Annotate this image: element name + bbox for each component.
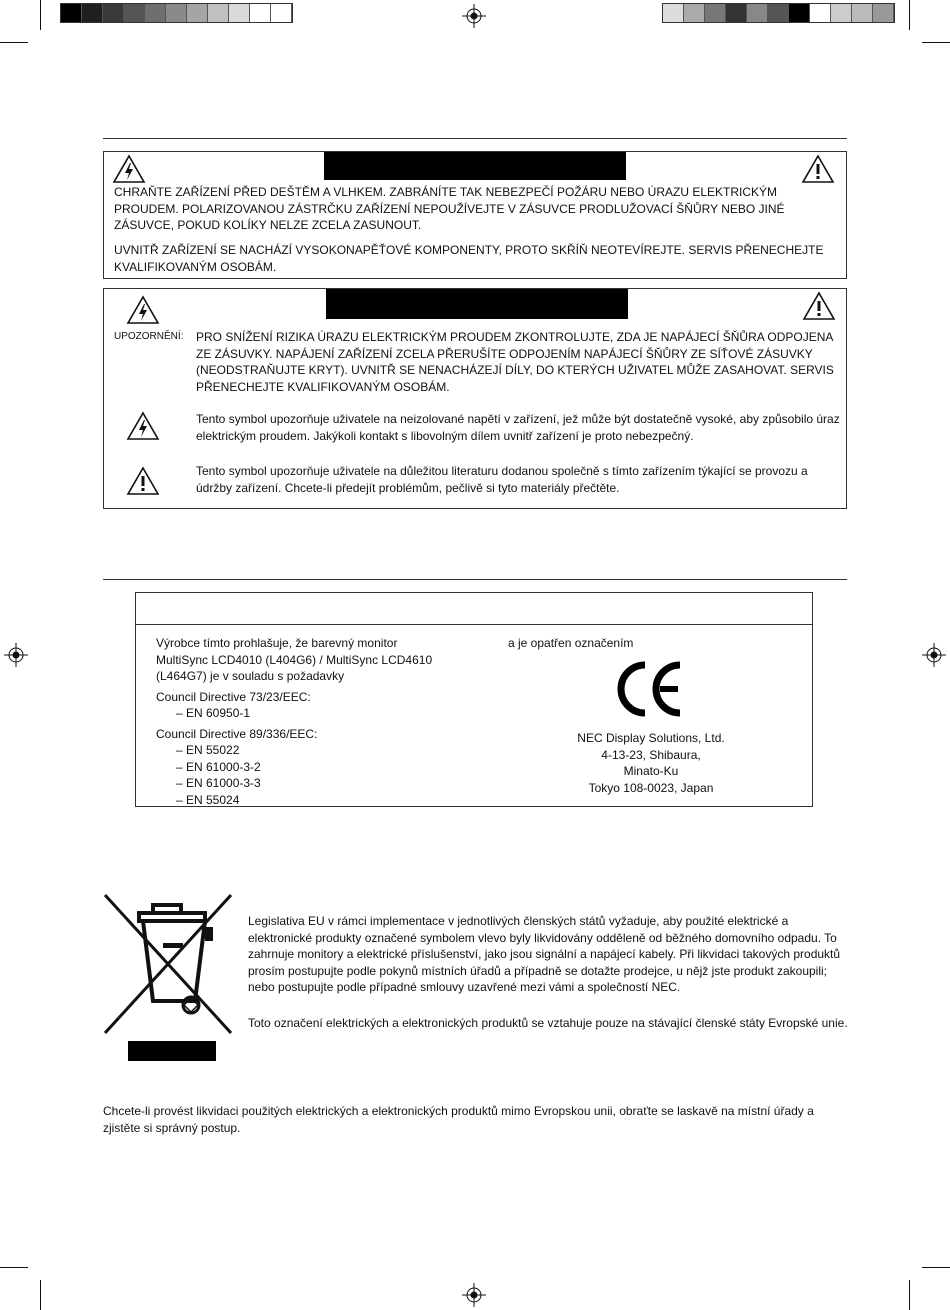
address-line: 4-13-23, Shibaura,	[601, 747, 701, 762]
lightning-warning-icon	[126, 295, 160, 325]
directive-2-item: – EN 61000-3-3	[176, 776, 261, 790]
ce-mark-icon	[614, 659, 686, 719]
caution-title-bar	[326, 289, 628, 319]
crossed-out-wheelie-bin-icon	[103, 893, 233, 1063]
crop-mark	[922, 42, 950, 43]
declaration-right-intro: a je opatřen označením	[508, 636, 634, 650]
crop-mark	[909, 1280, 910, 1310]
crop-mark	[922, 1267, 950, 1268]
lightning-symbol-text: Tento symbol upozorňuje uživatele na neizolované napětí v zařízení, jež může být dostatečně vysoké, aby způsobilo úraz elektrickým proudem. Jakýkoli kontakt s libovolným dílem uvnitř zařízení je proto nebezpečný.	[196, 412, 840, 443]
color-swatch-strip-right	[662, 3, 895, 23]
weee-paragraph-1: Legislativa EU v rámci implementace v jednotlivých členských států vyžaduje, aby použité elektrické a elektronické produkty označené symbolem vlevo byly likvidovány odděleně od běžného domovního odpadu. To zahrnuje monitory a elektrické příslušenství, jako jsou signální a napájecí kabely. Při likvidaci takových produktů prosím postupujte podle pokynů místních úřadů a případně se dotažte prodejce, u nějž jste produkt zakoupili; nebo postupujte podle případné smlouvy uzavřené mezi vámi a společností NEC.	[248, 914, 841, 994]
color-swatch	[873, 4, 894, 22]
exclamation-symbol-text: Tento symbol upozorňuje uživatele na důležitou literaturu dodanou společně s tímto zařízením týkající se provozu a údržby zařízení. Chcete-li předejít problémům, pečlivě si tyto materiály přečtěte.	[196, 464, 808, 495]
color-swatch	[726, 4, 747, 22]
registration-mark-left	[4, 643, 28, 667]
declaration-intro-line: (L464G7) je v souladu s požadavky	[156, 669, 345, 683]
color-swatch	[831, 4, 852, 22]
declaration-intro-line: Výrobce tímto prohlašuje, že barevný monitor	[156, 636, 398, 650]
lightning-symbol-icon	[126, 411, 160, 441]
exclamation-warning-icon	[801, 154, 835, 184]
lightning-warning-icon	[112, 154, 146, 184]
color-swatch	[229, 4, 250, 22]
crop-mark	[40, 1280, 41, 1310]
section-rule	[103, 579, 847, 580]
color-swatch	[82, 4, 103, 22]
color-swatch	[61, 4, 82, 22]
weee-paragraph-2: Toto označení elektrických a elektronických produktů se vztahuje pouze na stávající členské státy Evropské unie.	[248, 1016, 848, 1030]
caution-main-text: PRO SNÍŽENÍ RIZIKA ÚRAZU ELEKTRICKÝM PROUDEM ZKONTROLUJTE, ZDA JE NAPÁJECÍ ŠŇŮRA ODPOJENA ZE ZÁSUVKY. NAPÁJENÍ ZAŘÍZENÍ ZCELA PŘERUŠÍTE ODPOJENÍM NAPÁJECÍ ŠŇŮRY ZE SÍŤOVÉ ZÁSUVKY (NEODSTRAŇUJTE KRYT). UVNITŘ SE NENACHÁZEJÍ DÍLY, DO KTERÝCH UŽIVATEL MŮŽE ZASAHOVAT. SERVIS PŘENECHEJTE KVALIFIKOVANÝM OSOBÁM.	[196, 330, 834, 394]
color-swatch	[187, 4, 208, 22]
color-swatch	[768, 4, 789, 22]
crop-mark	[909, 0, 910, 30]
directive-2: Council Directive 89/336/EEC:	[156, 726, 318, 741]
footer-disposal-note: Chcete-li provést likvidaci použitých elektrických a elektronických produktů mimo Evropskou unii, obraťte se laskavě na místní úřady a zjistěte si správný postup.	[103, 1104, 814, 1135]
warning-title-bar	[324, 152, 626, 180]
color-swatch	[705, 4, 726, 22]
directive-2-item: – EN 55022	[176, 743, 240, 757]
color-swatch	[208, 4, 229, 22]
color-swatch	[810, 4, 831, 22]
registration-mark-right	[922, 643, 946, 667]
color-swatch	[103, 4, 124, 22]
directive-2-item: – EN 55024	[176, 792, 240, 807]
address-line: Tokyo 108-0023, Japan	[588, 780, 714, 795]
directive-2-item: – EN 61000-3-2	[176, 759, 261, 774]
color-swatch	[663, 4, 684, 22]
color-swatch	[747, 4, 768, 22]
registration-mark-bottom	[462, 1283, 486, 1307]
color-swatch	[250, 4, 271, 22]
caution-label: UPOZORNĚNÍ:	[114, 331, 184, 342]
section-rule	[103, 138, 847, 139]
declaration-intro-line: MultiSync LCD4010 (L404G6) / MultiSync LCD4610	[156, 652, 433, 667]
caution-box	[103, 288, 847, 509]
crop-mark	[0, 42, 28, 43]
declaration-left-column	[156, 635, 496, 808]
manufacturer-address	[536, 730, 766, 796]
warning-box	[103, 151, 847, 279]
color-swatch	[789, 4, 810, 22]
warning-paragraph-1: CHRAŇTE ZAŘÍZENÍ PŘED DEŠTĚM A VLHKEM. ZABRÁNÍTE TAK NEBEZPEČÍ POŽÁRU NEBO ÚRAZU ELEKTRICKÝM PROUDEM. POLARIZOVANOU ZÁSTRČKU ZAŘÍZENÍ NEPOUŽÍVEJTE V ZÁSUVCE PRODLUŽOVACÍ ŠŇŮRY NEBO JINÉ ZÁSUVCE, POKUD KOLÍKY NELZE ZCELA ZASUNOUT.	[114, 185, 785, 232]
color-swatch	[684, 4, 705, 22]
registration-mark-top	[462, 4, 486, 28]
crop-mark	[0, 1267, 28, 1268]
color-swatch-strip-left	[60, 3, 293, 23]
directive-1-item: – EN 60950-1	[176, 706, 251, 720]
crop-mark	[40, 0, 41, 30]
declaration-header-divider	[136, 624, 812, 625]
directive-1: Council Directive 73/23/EEC:	[156, 689, 311, 704]
color-swatch	[271, 4, 292, 22]
color-swatch	[852, 4, 873, 22]
exclamation-warning-icon	[802, 291, 836, 321]
color-swatch	[145, 4, 166, 22]
color-swatch	[166, 4, 187, 22]
color-swatch	[124, 4, 145, 22]
company-name: NEC Display Solutions, Ltd.	[577, 731, 725, 745]
exclamation-symbol-icon	[126, 466, 160, 496]
warning-paragraph-2: UVNITŘ ZAŘÍZENÍ SE NACHÁZÍ VYSOKONAPĚŤOVÉ KOMPONENTY, PROTO SKŘÍŇ NEOTEVÍREJTE. SERVIS PŘENECHEJTE KVALIFIKOVANÝM OSOBÁM.	[114, 243, 824, 274]
declaration-box	[135, 592, 813, 807]
address-line: Minato-Ku	[623, 764, 679, 778]
